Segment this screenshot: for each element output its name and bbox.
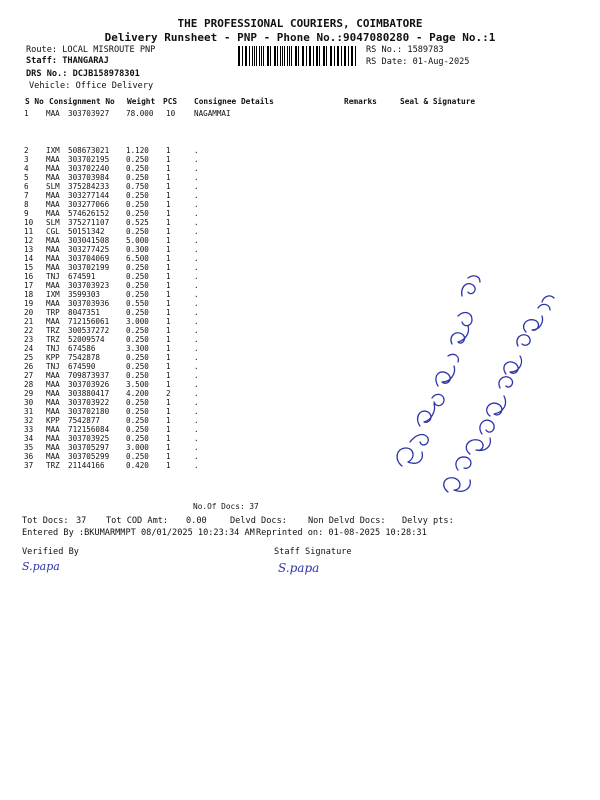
row-sno: 1 (24, 109, 29, 118)
row-pcs: 1 (166, 415, 171, 425)
row-consignee: . (194, 217, 199, 227)
row-weight: 0.420 (126, 460, 149, 470)
row-weight: 4.200 (126, 388, 149, 398)
row-sno: 21 (24, 316, 34, 326)
row-weight: 78.000 (126, 109, 154, 118)
row-consignee: . (194, 343, 199, 353)
row-consignment: 709873937 (68, 370, 110, 380)
row-consignment: 712156084 (68, 424, 110, 434)
row-consignee: . (194, 370, 199, 380)
row-weight: 0.250 (126, 370, 149, 380)
row-weight: 0.250 (126, 199, 149, 209)
tot-cod-value: 0.00 (186, 516, 207, 526)
row-pcs: 1 (166, 226, 171, 236)
row-prefix: MAA (46, 298, 60, 308)
row-consignee: . (194, 154, 199, 164)
row-consignment: 303703923 (68, 280, 110, 290)
row-consignee: . (194, 181, 199, 191)
row-prefix: MAA (46, 424, 60, 434)
row-prefix: MAA (46, 109, 60, 118)
row-prefix: MAA (46, 370, 60, 380)
row-weight: 0.250 (126, 397, 149, 407)
row-weight: 0.525 (126, 217, 149, 227)
row-consignment: 303041508 (68, 235, 110, 245)
row-sno: 6 (24, 181, 29, 191)
runsheet-barcode (238, 46, 358, 66)
tot-docs-label: Tot Docs: (22, 516, 69, 526)
row-pcs: 1 (166, 433, 171, 443)
row-consignee: . (194, 244, 199, 254)
row-prefix: TNJ (46, 361, 60, 371)
table-row (0, 146, 600, 154)
row-prefix: TNJ (46, 271, 60, 281)
table-row (0, 173, 600, 181)
row-consignee: . (194, 172, 199, 182)
row-prefix: MAA (46, 406, 60, 416)
row-consignee: . (194, 352, 199, 362)
row-prefix: MAA (46, 208, 60, 218)
row-sno: 32 (24, 415, 34, 425)
row-weight: 0.250 (126, 325, 149, 335)
row-prefix: MAA (46, 253, 60, 263)
table-row (0, 236, 600, 244)
rs-number: RS No.: 1589783 (366, 45, 444, 55)
row-consignment: 52009574 (68, 334, 105, 344)
runsheet-subtitle: Delivery Runsheet - PNP - Phone No.:9047080280 - Page No.:1 (104, 31, 496, 44)
row-consignment: 375271107 (68, 217, 110, 227)
table-row (0, 182, 600, 190)
row-weight: 1.120 (126, 145, 149, 155)
row-consignment: 21144166 (68, 460, 105, 470)
row-consignment: 50151342 (68, 226, 105, 236)
row-weight: 0.250 (126, 334, 149, 344)
col-consignee: Consignee Details (194, 97, 274, 106)
row-weight: 0.550 (126, 298, 149, 308)
row-weight: 3.000 (126, 316, 149, 326)
row-prefix: IXM (46, 289, 60, 299)
tot-docs-value: 37 (76, 516, 87, 526)
row-weight: 0.250 (126, 280, 149, 290)
row-prefix: TRP (46, 307, 60, 317)
row-sno: 28 (24, 379, 34, 389)
row-weight: 0.250 (126, 208, 149, 218)
row-consignment: 303705297 (68, 442, 110, 452)
entered-by: Entered By :BKUMARMMPT 08/01/2025 10:23:34 AM (22, 528, 255, 538)
table-row (0, 209, 600, 217)
row-weight: 6.500 (126, 253, 149, 263)
row-pcs: 1 (166, 343, 171, 353)
row-weight: 3.000 (126, 442, 149, 452)
table-row (0, 200, 600, 208)
row-consignee: . (194, 451, 199, 461)
row-weight: 0.250 (126, 262, 149, 272)
row-pcs: 1 (166, 316, 171, 326)
table-row (0, 191, 600, 199)
row-consignment: 303702195 (68, 154, 110, 164)
vehicle-label: Vehicle: Office Delivery (29, 81, 154, 91)
row-prefix: MAA (46, 199, 60, 209)
row-consignment: 7542877 (68, 415, 101, 425)
row-weight: 0.250 (126, 289, 149, 299)
col-weight: Weight (127, 97, 156, 106)
row-weight: 0.250 (126, 424, 149, 434)
row-consignment: 303880417 (68, 388, 110, 398)
verified-by-label: Verified By (22, 547, 79, 557)
row-sno: 12 (24, 235, 34, 245)
staff-signature: S.papa (278, 561, 320, 575)
row-prefix: MAA (46, 190, 60, 200)
row-sno: 13 (24, 244, 34, 254)
row-pcs: 2 (166, 388, 171, 398)
row-consignee: . (194, 271, 199, 281)
row-consignee: . (194, 253, 199, 263)
row-weight: 0.250 (126, 361, 149, 371)
table-row (0, 254, 600, 262)
row-consignee: . (194, 460, 199, 470)
row-sno: 36 (24, 451, 34, 461)
drs-number: DRS No.: DCJB158978301 (26, 69, 140, 79)
row-sno: 37 (24, 460, 34, 470)
col-consignment: Consignment No (49, 97, 115, 106)
row-sno: 35 (24, 442, 34, 452)
row-consignment: 303702199 (68, 262, 110, 272)
row-consignment: 674590 (68, 361, 96, 371)
row-consignment: 303277066 (68, 199, 110, 209)
row-weight: 0.250 (126, 352, 149, 362)
row-prefix: MAA (46, 442, 60, 452)
row-pcs: 1 (166, 289, 171, 299)
row-pcs: 10 (166, 109, 176, 118)
row-pcs: 1 (166, 298, 171, 308)
row-weight: 3.300 (126, 343, 149, 353)
no-of-docs: No.Of Docs: 37 (193, 502, 259, 511)
row-sno: 33 (24, 424, 34, 434)
row-prefix: IXM (46, 145, 60, 155)
row-pcs: 1 (166, 181, 171, 191)
row-consignee: . (194, 307, 199, 317)
row-consignment: 712156061 (68, 316, 110, 326)
row-consignment: 303702180 (68, 406, 110, 416)
row-sno: 7 (24, 190, 29, 200)
row-consignee: . (194, 226, 199, 236)
col-remarks: Remarks (344, 97, 377, 106)
row-sno: 19 (24, 298, 34, 308)
row-pcs: 1 (166, 325, 171, 335)
table-row (0, 218, 600, 226)
row-pcs: 1 (166, 451, 171, 461)
delvy-pts-label: Delvy pts: (402, 516, 454, 526)
row-pcs: 1 (166, 172, 171, 182)
row-consignee: . (194, 289, 199, 299)
row-pcs: 1 (166, 145, 171, 155)
row-prefix: MAA (46, 163, 60, 173)
row-prefix: MAA (46, 280, 60, 290)
row-consignment: 375284233 (68, 181, 110, 191)
row-consignee: . (194, 433, 199, 443)
row-consignment: 300537272 (68, 325, 110, 335)
row-prefix: KPP (46, 415, 60, 425)
row-consignment: 574626152 (68, 208, 110, 218)
row-pcs: 1 (166, 253, 171, 263)
row-weight: 0.250 (126, 163, 149, 173)
row-weight: 0.250 (126, 172, 149, 182)
row-weight: 0.250 (126, 190, 149, 200)
row-pcs: 1 (166, 244, 171, 254)
row-consignment: 303703927 (68, 109, 110, 118)
row-pcs: 1 (166, 280, 171, 290)
row-sno: 31 (24, 406, 34, 416)
row-sno: 20 (24, 307, 34, 317)
row-prefix: TRZ (46, 460, 60, 470)
reprinted-on: Reprinted on: 01-08-2025 10:28:31 (256, 528, 427, 538)
row-sno: 34 (24, 433, 34, 443)
row-prefix: MAA (46, 244, 60, 254)
row-prefix: MAA (46, 379, 60, 389)
row-consignee: . (194, 199, 199, 209)
row-pcs: 1 (166, 199, 171, 209)
row-pcs: 1 (166, 460, 171, 470)
row-consignment: 303703922 (68, 397, 110, 407)
row-consignee: . (194, 379, 199, 389)
row-sno: 2 (24, 145, 29, 155)
row-prefix: MAA (46, 316, 60, 326)
row-prefix: MAA (46, 397, 60, 407)
row-consignment: 7542878 (68, 352, 101, 362)
row-consignment: 674586 (68, 343, 96, 353)
row-consignee: NAGAMMAI (194, 109, 231, 118)
row-consignee: . (194, 298, 199, 308)
row-consignment: 303704069 (68, 253, 110, 263)
row-prefix: SLM (46, 217, 60, 227)
row-consignee: . (194, 280, 199, 290)
row-sno: 23 (24, 334, 34, 344)
row-consignee: . (194, 415, 199, 425)
row-sno: 15 (24, 262, 34, 272)
row-pcs: 1 (166, 397, 171, 407)
row-consignee: . (194, 424, 199, 434)
row-pcs: 1 (166, 235, 171, 245)
col-seal-signature: Seal & Signature (400, 97, 476, 106)
row-pcs: 1 (166, 424, 171, 434)
row-consignment: 303277425 (68, 244, 110, 254)
row-weight: 0.250 (126, 451, 149, 461)
row-weight: 5.000 (126, 235, 149, 245)
table-row (0, 155, 600, 163)
tot-cod-label: Tot COD Amt: (106, 516, 169, 526)
row-weight: 0.250 (126, 271, 149, 281)
rs-date: RS Date: 01-Aug-2025 (366, 57, 470, 67)
row-weight: 0.750 (126, 181, 149, 191)
row-pcs: 1 (166, 334, 171, 344)
row-sno: 30 (24, 397, 34, 407)
staff-label: Staff: THANGARAJ (26, 56, 109, 66)
row-consignment: 303703925 (68, 433, 110, 443)
row-pcs: 1 (166, 208, 171, 218)
row-consignee: . (194, 442, 199, 452)
verifier-signature: S.papa (22, 560, 60, 573)
delvd-docs-label: Delvd Docs: (230, 516, 287, 526)
row-sno: 5 (24, 172, 29, 182)
row-prefix: MAA (46, 451, 60, 461)
row-sno: 9 (24, 208, 29, 218)
row-pcs: 1 (166, 154, 171, 164)
row-pcs: 1 (166, 262, 171, 272)
row-prefix: MAA (46, 262, 60, 272)
row-consignment: 303705299 (68, 451, 110, 461)
row-sno: 16 (24, 271, 34, 281)
row-consignment: 303703926 (68, 379, 110, 389)
row-consignment: 303703936 (68, 298, 110, 308)
row-prefix: CGL (46, 226, 60, 236)
row-consignee: . (194, 334, 199, 344)
row-pcs: 1 (166, 217, 171, 227)
row-consignee: . (194, 208, 199, 218)
staff-signature-label: Staff Signature (274, 547, 352, 557)
row-pcs: 1 (166, 361, 171, 371)
row-pcs: 1 (166, 307, 171, 317)
row-weight: 0.250 (126, 226, 149, 236)
row-pcs: 1 (166, 271, 171, 281)
table-row (0, 245, 600, 253)
row-sno: 22 (24, 325, 34, 335)
row-sno: 24 (24, 343, 34, 353)
row-prefix: KPP (46, 352, 60, 362)
row-pcs: 1 (166, 190, 171, 200)
non-delvd-docs-label: Non Delvd Docs: (308, 516, 386, 526)
company-title: THE PROFESSIONAL COURIERS, COIMBATORE (177, 17, 423, 30)
row-pcs: 1 (166, 370, 171, 380)
row-weight: 0.250 (126, 415, 149, 425)
row-consignment: 303702240 (68, 163, 110, 173)
row-sno: 18 (24, 289, 34, 299)
column-header-row (0, 94, 600, 106)
row-consignee: . (194, 397, 199, 407)
row-prefix: SLM (46, 181, 60, 191)
row-consignment: 674591 (68, 271, 96, 281)
row-consignment: 303277144 (68, 190, 110, 200)
row-weight: 0.250 (126, 154, 149, 164)
row-pcs: 1 (166, 406, 171, 416)
row-prefix: TRZ (46, 334, 60, 344)
row-consignee: . (194, 406, 199, 416)
row-pcs: 1 (166, 352, 171, 362)
row-sno: 17 (24, 280, 34, 290)
row-prefix: TNJ (46, 343, 60, 353)
row-weight: 0.250 (126, 433, 149, 443)
row-weight: 0.300 (126, 244, 149, 254)
row-consignment: 8047351 (68, 307, 101, 317)
row-pcs: 1 (166, 163, 171, 173)
row-consignment: 303703984 (68, 172, 110, 182)
row-sno: 8 (24, 199, 29, 209)
row-sno: 3 (24, 154, 29, 164)
row-sno: 25 (24, 352, 34, 362)
row-sno: 27 (24, 370, 34, 380)
handwritten-note-image (392, 266, 567, 501)
row-prefix: MAA (46, 235, 60, 245)
row-prefix: MAA (46, 388, 60, 398)
row-sno: 11 (24, 226, 34, 236)
row-consignment: 3599303 (68, 289, 101, 299)
row-consignee: . (194, 190, 199, 200)
row-consignment: 508673021 (68, 145, 110, 155)
col-sno: S No (25, 97, 44, 106)
row-consignee: . (194, 361, 199, 371)
row-sno: 4 (24, 163, 29, 173)
row-weight: 0.250 (126, 406, 149, 416)
row-pcs: 1 (166, 442, 171, 452)
row-weight: 3.500 (126, 379, 149, 389)
row-prefix: MAA (46, 172, 60, 182)
row-sno: 10 (24, 217, 34, 227)
table-row (0, 227, 600, 235)
col-pcs: PCS (163, 97, 178, 106)
row-prefix: TRZ (46, 325, 60, 335)
row-sno: 29 (24, 388, 34, 398)
route-label: Route: LOCAL MISROUTE PNP (26, 45, 156, 55)
table-row (0, 109, 600, 117)
row-sno: 26 (24, 361, 34, 371)
row-pcs: 1 (166, 379, 171, 389)
row-weight: 0.250 (126, 307, 149, 317)
row-consignee: . (194, 325, 199, 335)
row-consignee: . (194, 163, 199, 173)
row-consignee: . (194, 388, 199, 398)
row-consignee: . (194, 316, 199, 326)
row-prefix: MAA (46, 154, 60, 164)
row-consignee: . (194, 235, 199, 245)
row-consignee: . (194, 262, 199, 272)
row-sno: 14 (24, 253, 34, 263)
row-consignee: . (194, 145, 199, 155)
table-row (0, 164, 600, 172)
row-prefix: MAA (46, 433, 60, 443)
